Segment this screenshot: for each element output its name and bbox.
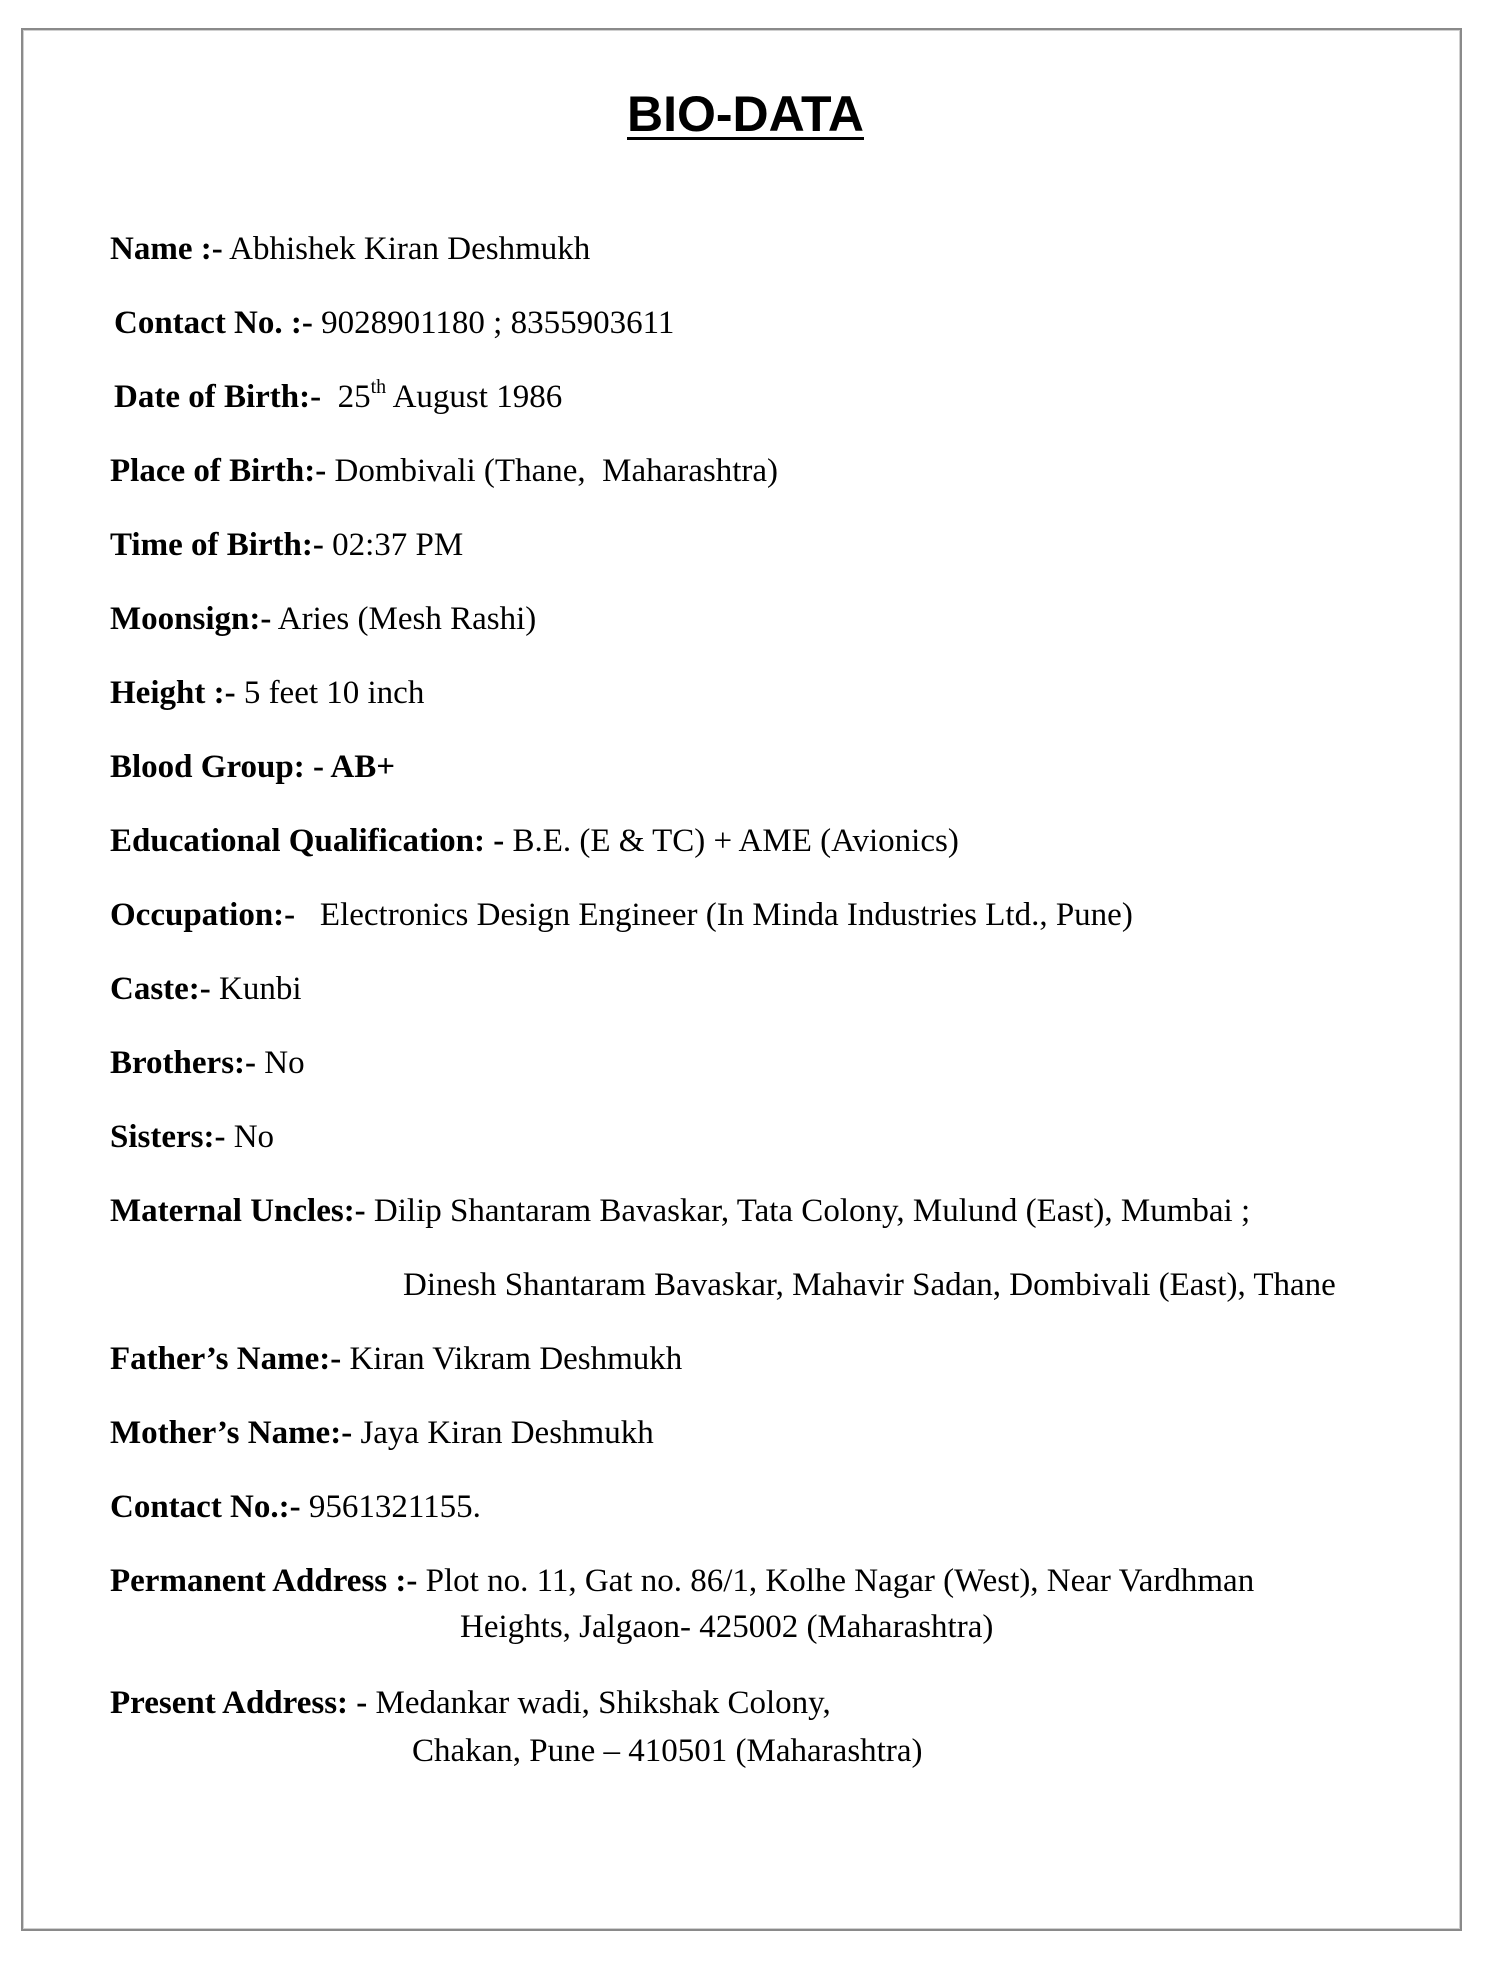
label-education: Educational Qualification: - [110, 823, 505, 859]
field-occupation [110, 892, 1133, 938]
field-contact [114, 300, 674, 346]
value-sisters: No [225, 1119, 275, 1155]
value-parent-contact: 9561321155. [300, 1489, 481, 1525]
label-mother-name: Mother’s Name:- [110, 1415, 353, 1451]
value-dob-rest: August 1986 [386, 379, 563, 415]
label-maternal-uncles: Maternal Uncles:- [110, 1193, 366, 1229]
field-education [110, 818, 959, 864]
field-name [110, 226, 590, 272]
label-brothers: Brothers:- [110, 1045, 257, 1081]
field-place-of-birth [110, 448, 778, 494]
label-caste: Caste:- [110, 971, 211, 1007]
value-mother-name: Jaya Kiran Deshmukh [352, 1415, 654, 1451]
label-father-name: Father’s Name:- [110, 1341, 342, 1377]
field-dob [114, 374, 562, 420]
value-education: B.E. (E & TC) + AME (Avionics) [504, 823, 959, 859]
field-time-of-birth [110, 522, 463, 568]
value-dob-suffix: th [370, 376, 387, 398]
field-parent-contact [110, 1484, 481, 1530]
value-contact: 9028901180 ; 8355903611 [312, 305, 675, 341]
field-height [110, 670, 424, 716]
label-occupation: Occupation:- [110, 897, 296, 933]
field-caste [110, 966, 302, 1012]
label-present-address: Present Address: - [110, 1685, 368, 1721]
field-blood-group [110, 744, 395, 790]
value-father-name: Kiran Vikram Deshmukh [341, 1341, 683, 1377]
label-height: Height :- [110, 675, 236, 711]
label-parent-contact: Contact No.:- [110, 1489, 301, 1525]
value-occupation: Electronics Design Engineer (In Minda Industries Ltd., Pune) [295, 897, 1133, 933]
label-name: Name :- [110, 231, 223, 267]
value-height: 5 feet 10 inch [235, 675, 425, 711]
label-dob: Date of Birth:- [114, 379, 322, 415]
value-caste: Kunbi [210, 971, 302, 1007]
label-permanent-address: Permanent Address :- [110, 1563, 418, 1599]
field-sisters [110, 1114, 274, 1160]
field-permanent-address [110, 1558, 1254, 1604]
value-brothers: No [256, 1045, 305, 1081]
field-present-address [110, 1680, 831, 1726]
field-maternal-uncles [110, 1188, 1250, 1234]
label-blood-group: Blood Group: - [110, 749, 324, 785]
value-dob-day: 25 [321, 379, 371, 415]
value-present-address-line1: Medankar wadi, Shikshak Colony, [367, 1685, 831, 1721]
value-blood-group: AB+ [323, 749, 396, 785]
value-permanent-address-line2: Heights, Jalgaon- 425002 (Maharashtra) [460, 1609, 994, 1645]
label-moonsign: Moonsign:- [110, 601, 272, 637]
label-time-of-birth: Time of Birth:- [110, 527, 324, 563]
label-sisters: Sisters:- [110, 1119, 226, 1155]
value-place-of-birth: Dombivali (Thane, Maharashtra) [326, 453, 779, 489]
value-permanent-address-line1: Plot no. 11, Gat no. 86/1, Kolhe Nagar (West), Near Vardhman [417, 1563, 1255, 1599]
value-maternal-uncles-line2: Dinesh Shantaram Bavaskar, Mahavir Sadan, Dombivali (East), Thane [403, 1267, 1336, 1303]
value-present-address-line2: Chakan, Pune – 410501 (Maharashtra) [412, 1733, 923, 1769]
field-brothers [110, 1040, 305, 1086]
field-father-name [110, 1336, 682, 1382]
field-mother-name [110, 1410, 654, 1456]
label-place-of-birth: Place of Birth:- [110, 453, 327, 489]
label-contact: Contact No. :- [114, 305, 313, 341]
value-moonsign: Aries (Mesh Rashi) [271, 601, 537, 637]
value-time-of-birth: 02:37 PM [323, 527, 464, 563]
value-maternal-uncles-line1: Dilip Shantaram Bavaskar, Tata Colony, Mulund (East), Mumbai ; [365, 1193, 1251, 1229]
field-moonsign [110, 596, 536, 642]
value-name: Abhishek Kiran Deshmukh [222, 231, 591, 267]
document-title [0, 84, 1491, 144]
title-text: BIO-DATA [627, 86, 864, 142]
